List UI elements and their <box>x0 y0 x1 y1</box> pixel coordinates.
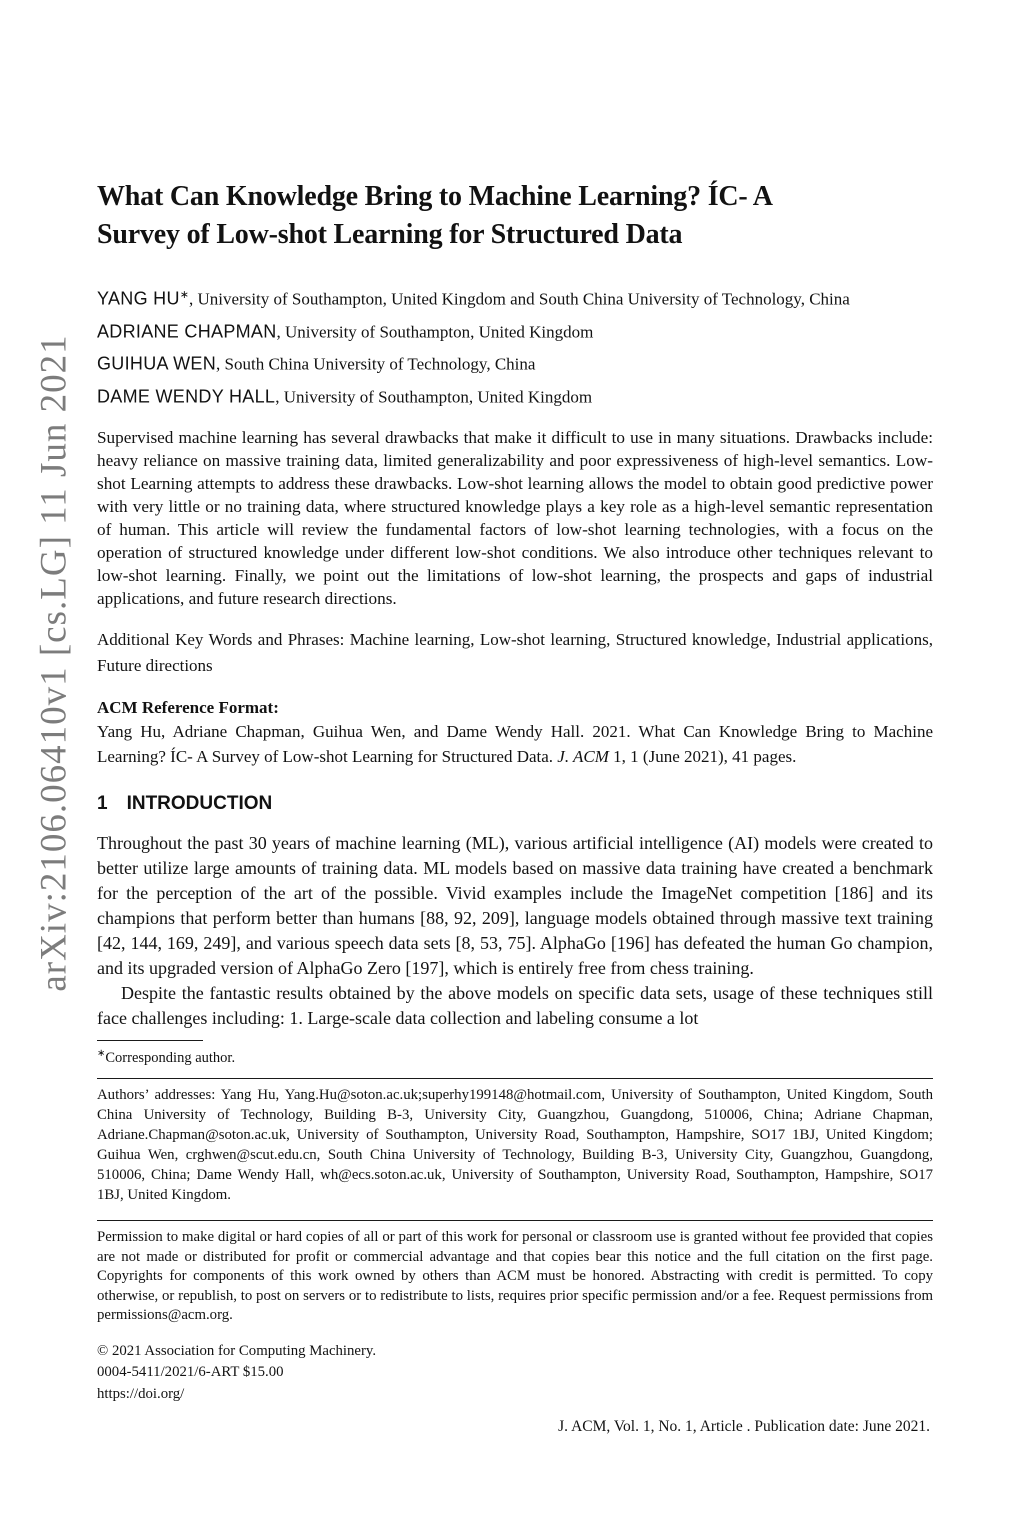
doi-line: https://doi.org/ <box>97 1385 185 1402</box>
acm-reference-heading: ACM Reference Format: <box>97 697 279 717</box>
authors-addresses: Authors’ addresses: Yang Hu, Yang.Hu@soton.ac.uk;superhy199148@hotmail.com, University of Southampton, United Kingdom, South China University of Technology, Building B-3, University City, Guangzhou, Guangdong, 510006, China; Adriane Chapman, Adriane.Chapman@soton.ac.uk, University of Southampton, University Road, Southampton, Hampshire, SO17 1BJ, United Kingdom; Guihua Wen, crghwen@scut.edu.cn, South China University of Technology, Building B-3, University City, Guangzhou, Guangdong, 510006, China; Dame Wendy Hall, wh@ecs.soton.ac.uk, University of Southampton, University Road, Southampton, Hampshire, SO17 1BJ, United Kingdom. <box>97 1087 933 1204</box>
author-line <box>97 346 933 379</box>
copyright-line: © 2021 Association for Computing Machinery. <box>97 1342 377 1359</box>
corresponding-author-note <box>97 1044 933 1068</box>
author-affiliation: , University of Southampton, United Kingdom <box>276 322 594 342</box>
author-line <box>97 281 933 314</box>
acm-reference-block <box>97 696 933 769</box>
acm-reference-journal: J. ACM <box>557 746 609 766</box>
acm-reference-citation: Yang Hu, Adriane Chapman, Guihua Wen, and Dame Wendy Hall. 2021. What Can Knowledge Bring to Machine Learning? ÍC- A Survey of Low-shot Learning for Structured Data. <box>97 721 933 766</box>
permission-divider <box>97 1220 933 1221</box>
intro-paragraph-2: Despite the fantastic results obtained by the above models on specific data sets, usage of these techniques still face challenges including: 1. Large-scale data collection and labeling consume a lot <box>97 982 933 1028</box>
author-affiliation: , South China University of Technology, China <box>216 354 536 374</box>
addresses-divider <box>97 1078 933 1079</box>
intro-paragraph-1: Throughout the past 30 years of machine learning (ML), various artificial intelligence (AI) models were created to better utilize large amounts of training data. ML models based on massive data training have created a benchmark for the perception of the art of the possible. Vivid examples include the ImageNet competition [186] and its champions that perform better than humans [88, 92, 209], language models obtained through massive text training [42, 144, 169, 249], and various speech data sets [8, 53, 75]. AlphaGo [196] has defeated the human Go champion, and its upgraded version of AlphaGo Zero [197], which is entirely free from chess training. <box>97 832 933 978</box>
acm-reference-issue: 1, 1 (June 2021), 41 pages. <box>608 746 797 766</box>
footnote-text: Corresponding author. <box>105 1049 236 1066</box>
paper-title <box>97 178 933 254</box>
permission-notice: Permission to make digital or hard copies of all or part of this work for personal or classroom use is granted without fee provided that copies are not made or distributed for profit or commercial advantage and that copies bear this notice and the full citation on the first page. Copyrights for components of this work owned by others than ACM must be honored. Abstracting with credit is permitted. To copy otherwise, or republish, to post on servers or to redistribute to lists, requires prior specific permission and/or a fee. Request permissions from permissions@acm.org. <box>97 1229 933 1324</box>
paper-page <box>97 0 933 1405</box>
page-footer: J. ACM, Vol. 1, No. 1, Article . Publication date: June 2021. <box>558 1418 930 1435</box>
author-line <box>97 314 933 347</box>
author-name: YANG HU <box>97 288 180 309</box>
section-title: INTRODUCTION <box>126 792 273 814</box>
author-asterisk: ∗ <box>179 289 189 301</box>
section-number: 1 <box>97 792 108 814</box>
acm-reference-text <box>97 719 933 769</box>
footnote-asterisk: ∗ <box>97 1047 106 1059</box>
paper-title-line-1: What Can Knowledge Bring to Machine Learning? ÍC- A <box>97 181 773 212</box>
section-heading-introduction <box>97 793 933 815</box>
keywords: Additional Key Words and Phrases: Machine learning, Low-shot learning, Structured knowledge, Industrial applications, Future directions <box>97 629 933 675</box>
footnote-divider <box>97 1040 203 1041</box>
issn-line: 0004-5411/2021/6-ART $15.00 <box>97 1364 284 1380</box>
arxiv-stamp: arXiv:2106.06410v1 [cs.LG] 11 Jun 2021 <box>33 334 75 992</box>
author-name: DAME WENDY HALL <box>97 386 276 407</box>
author-name: GUIHUA WEN <box>97 353 217 374</box>
paper-title-line-2: Survey of Low-shot Learning for Structured Data <box>97 219 683 250</box>
author-name: ADRIANE CHAPMAN <box>97 321 277 342</box>
author-line <box>97 379 933 412</box>
author-block <box>97 281 933 412</box>
author-affiliation: , University of Southampton, United Kingdom <box>275 387 593 407</box>
abstract: Supervised machine learning has several drawbacks that make it difficult to use in many situations. Drawbacks include: heavy reliance on massive training data, limited generalizability and poor expressiveness of high-level semantics. Low-shot Learning attempts to address these drawbacks. Low-shot learning allows the model to obtain good predictive power with very little or no training data, where structured knowledge plays a key role as a high-level semantic representation of human. This article will review the fundamental factors of low-shot learning technologies, with a focus on the operation of structured knowledge under different low-shot conditions. We also introduce other techniques relevant to low-shot learning. Finally, we point out the limitations of low-shot learning, the prospects and gaps of industrial applications, and future research directions. <box>97 427 933 608</box>
author-affiliation: , University of Southampton, United Kingdom and South China University of Technology, China <box>189 289 850 309</box>
